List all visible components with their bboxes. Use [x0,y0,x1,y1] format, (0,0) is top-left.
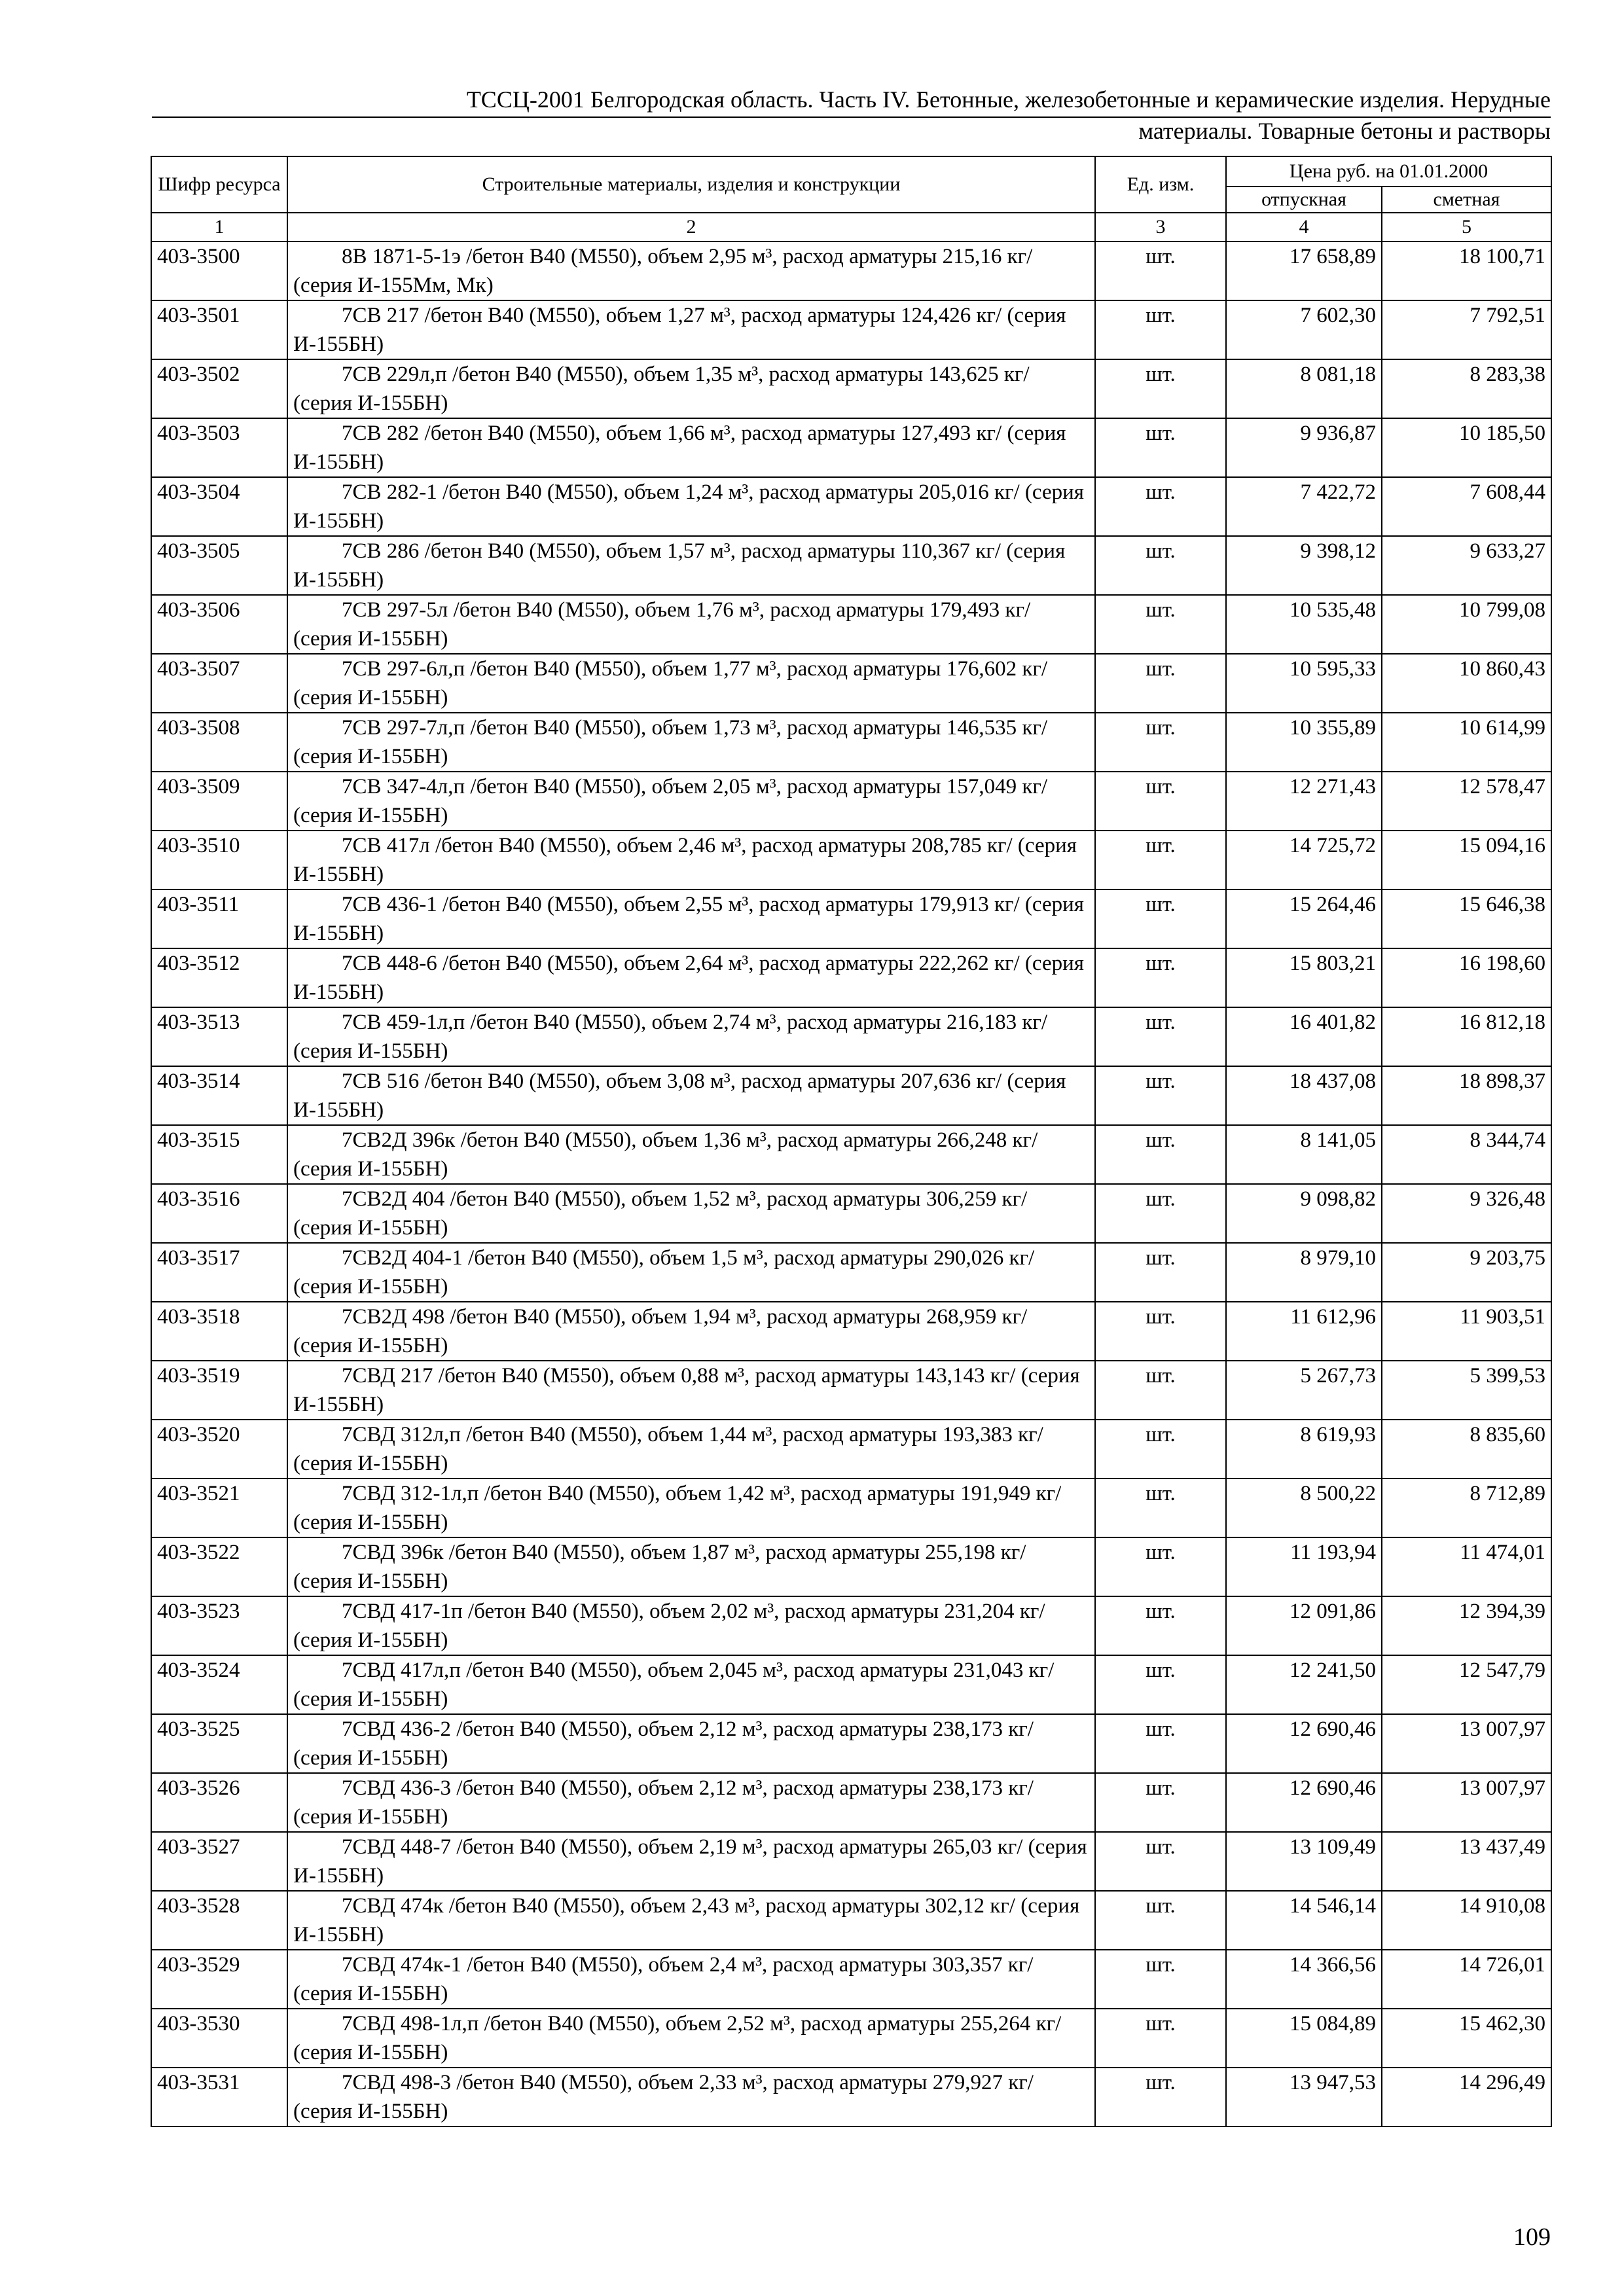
table-row [151,1125,1551,1184]
unit-of-measure: шт. [1095,1596,1226,1655]
material-description: 7СВД 436-3 /бетон В40 (М550), объем 2,12 м³, расход арматуры 238,173 кг/ (серия И-155БН) [287,1773,1095,1832]
column-number: 3 [1095,213,1226,242]
unit-of-measure: шт. [1095,1832,1226,1891]
unit-of-measure: шт. [1095,2009,1226,2068]
resource-code: 403-3512 [151,948,287,1007]
resource-code: 403-3514 [151,1066,287,1125]
resource-code: 403-3525 [151,1714,287,1773]
header-title-line-1: ТССЦ-2001 Белгородская область. Часть IV. Бетонные, железобетонные и керамические изделия. Нерудные [466,86,1551,113]
release-price: 12 271,43 [1226,772,1382,831]
material-description: 7СВД 396к /бетон В40 (М550), объем 1,87 м³, расход арматуры 255,198 кг/ (серия И-155БН) [287,1537,1095,1596]
header-code: Шифр ресурса [151,156,287,213]
table-row [151,1773,1551,1832]
header-unit: Ед. изм. [1095,156,1226,213]
table-row [151,1950,1551,2009]
resource-code: 403-3526 [151,1773,287,1832]
unit-of-measure: шт. [1095,713,1226,772]
estimate-price: 16 198,60 [1382,948,1551,1007]
release-price: 12 091,86 [1226,1596,1382,1655]
unit-of-measure: шт. [1095,948,1226,1007]
estimate-price: 8 344,74 [1382,1125,1551,1184]
header-price: Цена руб. на 01.01.2000 [1226,156,1551,187]
material-description: 7СВ 436-1 /бетон В40 (М550), объем 2,55 м³, расход арматуры 179,913 кг/ (серия И-155БН) [287,889,1095,948]
estimate-price: 10 614,99 [1382,713,1551,772]
material-description: 7СВД 448-7 /бетон В40 (М550), объем 2,19 м³, расход арматуры 265,03 кг/ (серия И-155БН) [287,1832,1095,1891]
material-description: 7СВ 297-7л,п /бетон В40 (М550), объем 1,73 м³, расход арматуры 146,535 кг/ (серия И-155БН) [287,713,1095,772]
release-price: 10 535,48 [1226,595,1382,654]
table-row [151,1479,1551,1537]
release-price: 8 500,22 [1226,1479,1382,1537]
table-row [151,1066,1551,1125]
release-price: 15 264,46 [1226,889,1382,948]
material-description: 7СВД 417-1п /бетон В40 (М550), объем 2,02 м³, расход арматуры 231,204 кг/ (серия И-155БН) [287,1596,1095,1655]
material-description: 7СВ2Д 404-1 /бетон В40 (М550), объем 1,5 м³, расход арматуры 290,026 кг/ (серия И-155БН) [287,1243,1095,1302]
release-price: 16 401,82 [1226,1007,1382,1066]
unit-of-measure: шт. [1095,242,1226,300]
resource-code: 403-3527 [151,1832,287,1891]
header-description: Строительные материалы, изделия и конструкции [287,156,1095,213]
resource-code: 403-3518 [151,1302,287,1361]
estimate-price: 12 578,47 [1382,772,1551,831]
estimate-price: 5 399,53 [1382,1361,1551,1420]
column-number: 4 [1226,213,1382,242]
release-price: 15 803,21 [1226,948,1382,1007]
estimate-price: 14 296,49 [1382,2068,1551,2126]
release-price: 7 422,72 [1226,477,1382,536]
resource-code: 403-3507 [151,654,287,713]
release-price: 5 267,73 [1226,1361,1382,1420]
table-row [151,713,1551,772]
table-row [151,1302,1551,1361]
release-price: 8 619,93 [1226,1420,1382,1479]
material-description: 7СВ 347-4л,п /бетон В40 (М550), объем 2,05 м³, расход арматуры 157,049 кг/ (серия И-155БН) [287,772,1095,831]
column-number: 2 [287,213,1095,242]
resource-code: 403-3504 [151,477,287,536]
estimate-price: 9 633,27 [1382,536,1551,595]
unit-of-measure: шт. [1095,1420,1226,1479]
material-description: 7СВ 229л,п /бетон В40 (М550), объем 1,35 м³, расход арматуры 143,625 кг/ (серия И-155БН) [287,359,1095,418]
release-price: 12 241,50 [1226,1655,1382,1714]
table-row [151,595,1551,654]
column-number: 5 [1382,213,1551,242]
resource-code: 403-3501 [151,300,287,359]
estimate-price: 14 910,08 [1382,1891,1551,1950]
table-row [151,2068,1551,2126]
estimate-price: 15 646,38 [1382,889,1551,948]
table-row [151,477,1551,536]
material-description: 7СВД 312-1л,п /бетон В40 (М550), объем 1,42 м³, расход арматуры 191,949 кг/ (серия И-155БН) [287,1479,1095,1537]
header-release-price: отпускная [1226,187,1382,213]
material-description: 7СВ2Д 396к /бетон В40 (М550), объем 1,36 м³, расход арматуры 266,248 кг/ (серия И-155БН) [287,1125,1095,1184]
unit-of-measure: шт. [1095,1891,1226,1950]
material-description: 7СВД 417л,п /бетон В40 (М550), объем 2,045 м³, расход арматуры 231,043 кг/ (серия И-155БН) [287,1655,1095,1714]
estimate-price: 13 007,97 [1382,1714,1551,1773]
release-price: 14 366,56 [1226,1950,1382,2009]
unit-of-measure: шт. [1095,477,1226,536]
release-price: 14 725,72 [1226,831,1382,889]
table-row [151,1243,1551,1302]
unit-of-measure: шт. [1095,1361,1226,1420]
table-row [151,418,1551,477]
unit-of-measure: шт. [1095,1066,1226,1125]
release-price: 15 084,89 [1226,2009,1382,2068]
header-title-line-2: материалы. Товарные бетоны и растворы [1138,118,1551,144]
estimate-price: 15 462,30 [1382,2009,1551,2068]
resource-code: 403-3513 [151,1007,287,1066]
release-price: 10 595,33 [1226,654,1382,713]
estimate-price: 11 474,01 [1382,1537,1551,1596]
unit-of-measure: шт. [1095,2068,1226,2126]
table-row [151,1655,1551,1714]
estimate-price: 8 283,38 [1382,359,1551,418]
page-header [152,84,1551,147]
estimate-price: 9 326,48 [1382,1184,1551,1243]
estimate-price: 14 726,01 [1382,1950,1551,2009]
release-price: 12 690,46 [1226,1714,1382,1773]
material-description: 7СВ2Д 498 /бетон В40 (М550), объем 1,94 м³, расход арматуры 268,959 кг/ (серия И-155БН) [287,1302,1095,1361]
resource-code: 403-3516 [151,1184,287,1243]
material-description: 7СВД 217 /бетон В40 (М550), объем 0,88 м³, расход арматуры 143,143 кг/ (серия И-155БН) [287,1361,1095,1420]
resource-code: 403-3521 [151,1479,287,1537]
estimate-price: 16 812,18 [1382,1007,1551,1066]
resource-code: 403-3506 [151,595,287,654]
material-description: 7СВ 282 /бетон В40 (М550), объем 1,66 м³, расход арматуры 127,493 кг/ (серия И-155БН) [287,418,1095,477]
unit-of-measure: шт. [1095,1537,1226,1596]
release-price: 13 947,53 [1226,2068,1382,2126]
release-price: 18 437,08 [1226,1066,1382,1125]
resource-code: 403-3531 [151,2068,287,2126]
material-description: 7СВ 282-1 /бетон В40 (М550), объем 1,24 м³, расход арматуры 205,016 кг/ (серия И-155БН) [287,477,1095,536]
estimate-price: 18 100,71 [1382,242,1551,300]
unit-of-measure: шт. [1095,831,1226,889]
estimate-price: 9 203,75 [1382,1243,1551,1302]
table-row [151,1420,1551,1479]
material-description: 7СВД 498-1л,п /бетон В40 (М550), объем 2,52 м³, расход арматуры 255,264 кг/ (серия И-155БН) [287,2009,1095,2068]
unit-of-measure: шт. [1095,1243,1226,1302]
table-body [151,242,1551,2126]
estimate-price: 13 437,49 [1382,1832,1551,1891]
unit-of-measure: шт. [1095,1950,1226,2009]
estimate-price: 8 835,60 [1382,1420,1551,1479]
table-row [151,889,1551,948]
table-row [151,948,1551,1007]
release-price: 9 098,82 [1226,1184,1382,1243]
unit-of-measure: шт. [1095,1714,1226,1773]
resource-code: 403-3529 [151,1950,287,2009]
estimate-price: 10 799,08 [1382,595,1551,654]
material-description: 7СВ 297-5л /бетон В40 (М550), объем 1,76 м³, расход арматуры 179,493 кг/ (серия И-155БН) [287,595,1095,654]
unit-of-measure: шт. [1095,1655,1226,1714]
price-table [151,156,1552,2127]
table-row [151,831,1551,889]
resource-code: 403-3520 [151,1420,287,1479]
unit-of-measure: шт. [1095,1773,1226,1832]
table-row [151,1537,1551,1596]
header-divider [152,117,1551,118]
estimate-price: 12 547,79 [1382,1655,1551,1714]
resource-code: 403-3515 [151,1125,287,1184]
release-price: 12 690,46 [1226,1773,1382,1832]
resource-code: 403-3524 [151,1655,287,1714]
release-price: 13 109,49 [1226,1832,1382,1891]
estimate-price: 11 903,51 [1382,1302,1551,1361]
page-number: 109 [1513,2223,1551,2251]
unit-of-measure: шт. [1095,300,1226,359]
table-row [151,1361,1551,1420]
release-price: 11 193,94 [1226,1537,1382,1596]
release-price: 7 602,30 [1226,300,1382,359]
table-row [151,536,1551,595]
unit-of-measure: шт. [1095,1184,1226,1243]
table-row [151,1832,1551,1891]
material-description: 7СВ 286 /бетон В40 (М550), объем 1,57 м³, расход арматуры 110,367 кг/ (серия И-155БН) [287,536,1095,595]
resource-code: 403-3502 [151,359,287,418]
release-price: 9 936,87 [1226,418,1382,477]
resource-code: 403-3523 [151,1596,287,1655]
material-description: 7СВ 459-1л,п /бетон В40 (М550), объем 2,74 м³, расход арматуры 216,183 кг/ (серия И-155БН) [287,1007,1095,1066]
table-row [151,1184,1551,1243]
resource-code: 403-3505 [151,536,287,595]
material-description: 8В 1871-5-1э /бетон В40 (М550), объем 2,95 м³, расход арматуры 215,16 кг/ (серия И-155Мм, Мк) [287,242,1095,300]
table-row [151,1891,1551,1950]
release-price: 14 546,14 [1226,1891,1382,1950]
estimate-price: 13 007,97 [1382,1773,1551,1832]
unit-of-measure: шт. [1095,536,1226,595]
material-description: 7СВ 417л /бетон В40 (М550), объем 2,46 м³, расход арматуры 208,785 кг/ (серия И-155БН) [287,831,1095,889]
release-price: 8 141,05 [1226,1125,1382,1184]
resource-code: 403-3503 [151,418,287,477]
unit-of-measure: шт. [1095,654,1226,713]
column-number-row [151,213,1551,242]
resource-code: 403-3528 [151,1891,287,1950]
release-price: 8 979,10 [1226,1243,1382,1302]
table-row [151,2009,1551,2068]
resource-code: 403-3522 [151,1537,287,1596]
table-row [151,772,1551,831]
estimate-price: 7 608,44 [1382,477,1551,536]
unit-of-measure: шт. [1095,772,1226,831]
material-description: 7СВД 312л,п /бетон В40 (М550), объем 1,44 м³, расход арматуры 193,383 кг/ (серия И-155БН) [287,1420,1095,1479]
unit-of-measure: шт. [1095,595,1226,654]
material-description: 7СВД 498-3 /бетон В40 (М550), объем 2,33 м³, расход арматуры 279,927 кг/ (серия И-155БН) [287,2068,1095,2126]
estimate-price: 7 792,51 [1382,300,1551,359]
estimate-price: 18 898,37 [1382,1066,1551,1125]
unit-of-measure: шт. [1095,1479,1226,1537]
table-row [151,300,1551,359]
resource-code: 403-3517 [151,1243,287,1302]
material-description: 7СВД 474к /бетон В40 (М550), объем 2,43 м³, расход арматуры 302,12 кг/ (серия И-155БН) [287,1891,1095,1950]
estimate-price: 15 094,16 [1382,831,1551,889]
resource-code: 403-3508 [151,713,287,772]
estimate-price: 10 185,50 [1382,418,1551,477]
resource-code: 403-3511 [151,889,287,948]
release-price: 8 081,18 [1226,359,1382,418]
unit-of-measure: шт. [1095,1007,1226,1066]
release-price: 9 398,12 [1226,536,1382,595]
table-row [151,359,1551,418]
material-description: 7СВД 436-2 /бетон В40 (М550), объем 2,12 м³, расход арматуры 238,173 кг/ (серия И-155БН) [287,1714,1095,1773]
resource-code: 403-3509 [151,772,287,831]
resource-code: 403-3530 [151,2009,287,2068]
unit-of-measure: шт. [1095,1125,1226,1184]
release-price: 11 612,96 [1226,1302,1382,1361]
unit-of-measure: шт. [1095,418,1226,477]
resource-code: 403-3519 [151,1361,287,1420]
table-row [151,1596,1551,1655]
material-description: 7СВ 448-6 /бетон В40 (М550), объем 2,64 м³, расход арматуры 222,262 кг/ (серия И-155БН) [287,948,1095,1007]
header-estimate-price: сметная [1382,187,1551,213]
unit-of-measure: шт. [1095,1302,1226,1361]
material-description: 7СВ 297-6л,п /бетон В40 (М550), объем 1,77 м³, расход арматуры 176,602 кг/ (серия И-155БН) [287,654,1095,713]
material-description: 7СВ 217 /бетон В40 (М550), объем 1,27 м³, расход арматуры 124,426 кг/ (серия И-155БН) [287,300,1095,359]
material-description: 7СВ2Д 404 /бетон В40 (М550), объем 1,52 м³, расход арматуры 306,259 кг/ (серия И-155БН) [287,1184,1095,1243]
material-description: 7СВ 516 /бетон В40 (М550), объем 3,08 м³, расход арматуры 207,636 кг/ (серия И-155БН) [287,1066,1095,1125]
table-row [151,242,1551,300]
column-number: 1 [151,213,287,242]
estimate-price: 8 712,89 [1382,1479,1551,1537]
resource-code: 403-3510 [151,831,287,889]
table-row [151,654,1551,713]
unit-of-measure: шт. [1095,889,1226,948]
material-description: 7СВД 474к-1 /бетон В40 (М550), объем 2,4 м³, расход арматуры 303,357 кг/ (серия И-155БН) [287,1950,1095,2009]
estimate-price: 12 394,39 [1382,1596,1551,1655]
release-price: 17 658,89 [1226,242,1382,300]
release-price: 10 355,89 [1226,713,1382,772]
table-row [151,1714,1551,1773]
estimate-price: 10 860,43 [1382,654,1551,713]
table-row [151,1007,1551,1066]
resource-code: 403-3500 [151,242,287,300]
unit-of-measure: шт. [1095,359,1226,418]
